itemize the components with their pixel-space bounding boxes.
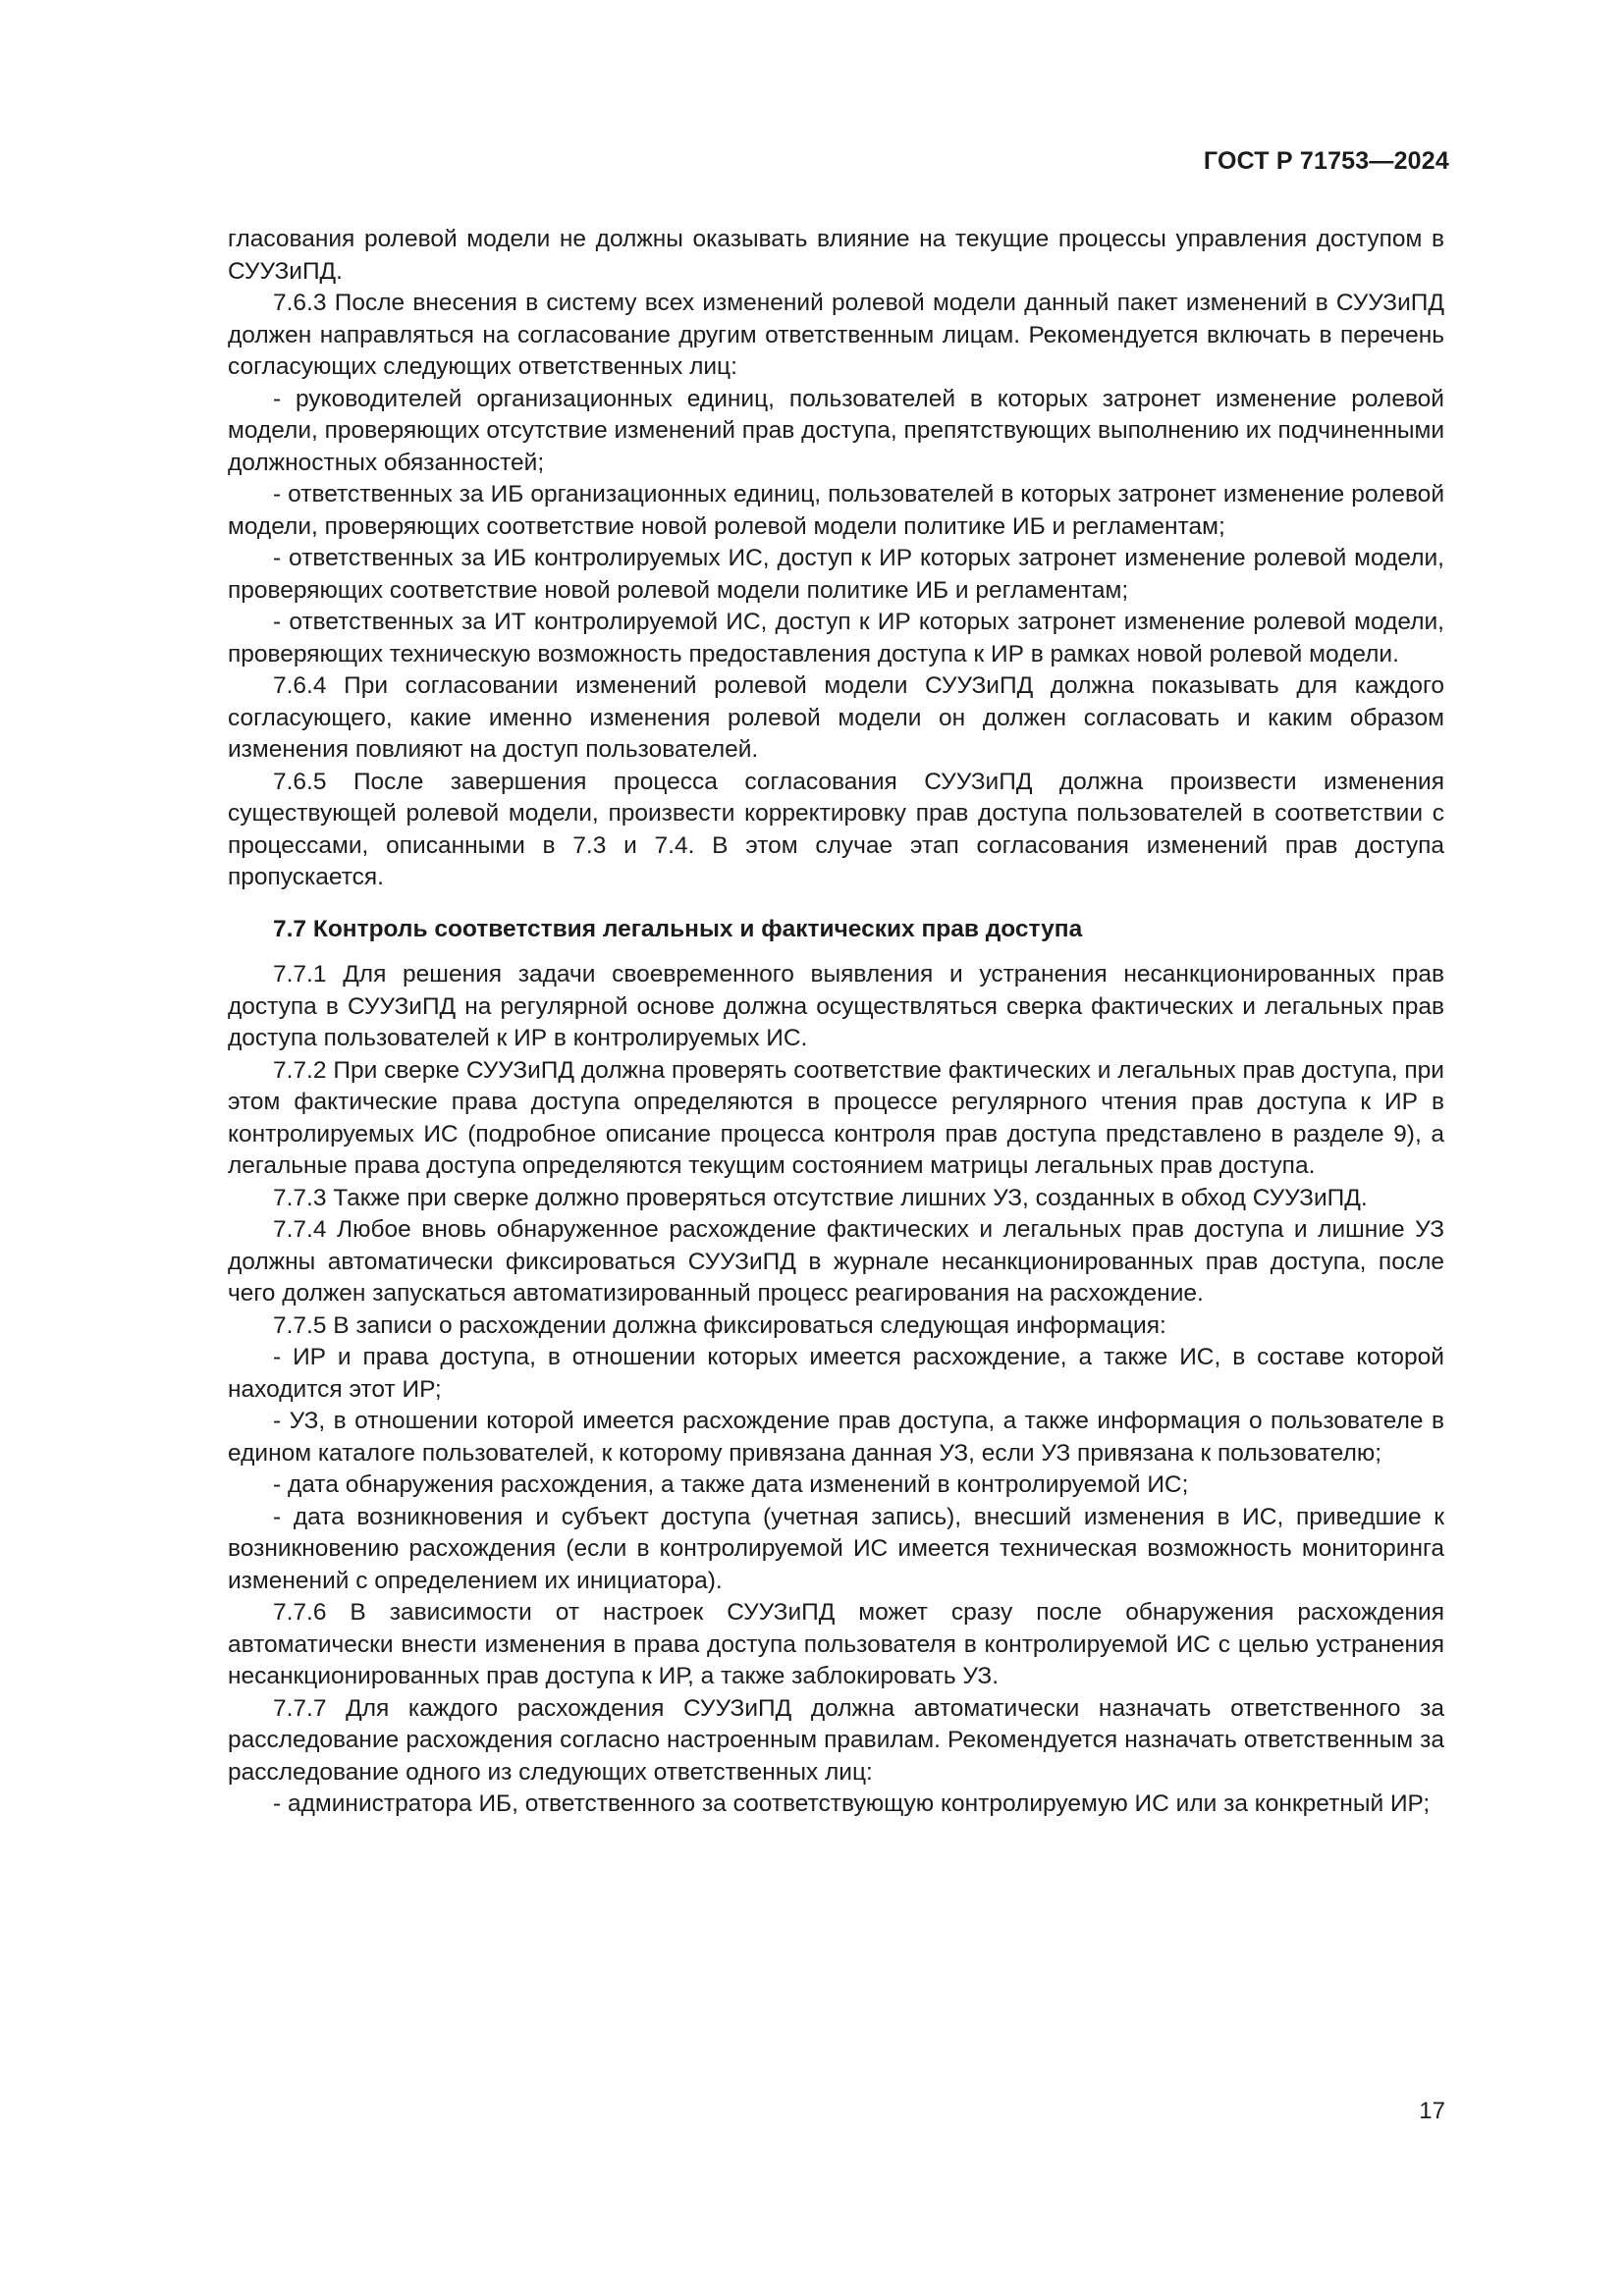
paragraph-7-7-3: 7.7.3 Также при сверке должно проверяться отсутствие лишних УЗ, созданных в обход СУУЗиПД. xyxy=(273,1184,1368,1211)
list-item: - руководителей организационных единиц, пользователей в которых затронет изменение ролевой модели, проверяющих отсутствие изменений прав доступа, препятствующих выполнению их подчиненными должностных обязанностей; xyxy=(228,385,1445,476)
paragraph-7-7-1: 7.7.1 Для решения задачи своевременного выявления и устранения несанкционированных прав доступа в СУУЗиПД на регулярной основе должна осуществляться сверка фактических и легальных прав доступа пользователей к ИР в контролируемых ИС. xyxy=(228,961,1444,1051)
standard-header: ГОСТ Р 71753—2024 xyxy=(1203,147,1449,175)
paragraph-7-7-6: 7.7.6 В зависимости от настроек СУУЗиПД может сразу после обнаружения расхождения автоматически внести изменения в права доступа пользователя в контролируемой ИС с целью устранения несанкционированных прав доступа к ИР, а также заблокировать УЗ. xyxy=(228,1599,1444,1689)
list-item: - дата обнаружения расхождения, а также дата изменений в контролируемой ИС; xyxy=(273,1471,1189,1498)
paragraph-continuation: гласования ролевой модели не должны оказывать влияние на текущие процессы управления доступом в СУУЗиПД. xyxy=(228,226,1444,285)
list-item: - УЗ, в отношении которой имеется расхождение прав доступа, а также информация о пользователе в едином каталоге пользователей, к которому привязана данная УЗ, если УЗ привязана к пользователю; xyxy=(228,1408,1444,1467)
section-heading-7-7: 7.7 Контроль соответствия легальных и фактических прав доступа xyxy=(273,915,1083,942)
paragraph-7-6-5: 7.6.5 После завершения процесса согласования СУУЗиПД должна произвести изменения существующей ролевой модели, произвести корректировку прав доступа пользователей в соответствии с процессами, описанными в 7.3 и 7.4. В этом случае этап согласования изменений прав доступа пропускается. xyxy=(228,768,1444,890)
paragraph-7-7-5: 7.7.5 В записи о расхождении должна фиксироваться следующая информация: xyxy=(273,1311,1166,1339)
paragraph-7-6-4: 7.6.4 При согласовании изменений ролевой модели СУУЗиПД должна показывать для каждого согласующего, какие именно изменения ролевой модели он должен согласовать и каким образом изменения повлияют на доступ пользователей. xyxy=(228,672,1444,763)
list-item: - ИР и права доступа, в отношении которых имеется расхождение, а также ИС, в составе которой находится этот ИР; xyxy=(228,1344,1444,1403)
list-item: - дата возникновения и субъект доступа (учетная запись), внесший изменения в ИС, приведшие к возникновению расхождения (если в контролируемой ИС имеется техническая возможность мониторинга изменений с определением их инициатора). xyxy=(228,1503,1444,1594)
document-body xyxy=(228,224,1444,1821)
paragraph-7-7-2: 7.7.2 При сверке СУУЗиПД должна проверять соответствие фактических и легальных прав доступа, при этом фактические права доступа определяются в процессе регулярного чтения прав доступа к ИР в контролируемых ИС (подробное описание процесса контроля прав доступа представлено в разделе 9), а легальные права доступа определяются текущим состоянием матрицы легальных прав доступа. xyxy=(228,1056,1444,1179)
list-item: - ответственных за ИБ организационных единиц, пользователей в которых затронет изменение ролевой модели, проверяющих соответствие новой ролевой модели политике ИБ и регламентам; xyxy=(228,481,1444,540)
list-item: - ответственных за ИТ контролируемой ИС, доступ к ИР которых затронет изменение ролевой модели, проверяющих техническую возможность предоставления доступа к ИР в рамках новой ролевой модели. xyxy=(228,609,1444,667)
list-item: - ответственных за ИБ контролируемых ИС, доступ к ИР которых затронет изменение ролевой модели, проверяющих соответствие новой ролевой модели политике ИБ и регламентам; xyxy=(228,545,1444,604)
page-number: 17 xyxy=(1419,2098,1445,2124)
list-item: - администратора ИБ, ответственного за соответствующую контролируемую ИС или за конкретный ИР; xyxy=(273,1790,1431,1817)
paragraph-7-7-7: 7.7.7 Для каждого расхождения СУУЗиПД должна автоматически назначать ответственного за расследование расхождения согласно настроенным правилам. Рекомендуется назначать ответственным за расследование одного из следующих ответственных лиц: xyxy=(228,1694,1444,1786)
paragraph-7-6-3: 7.6.3 После внесения в систему всех изменений ролевой модели данный пакет изменений в СУУЗиПД должен направляться на согласование другим ответственным лицам. Рекомендуется включать в перечень согласующих следующих ответственных лиц: xyxy=(228,290,1444,380)
paragraph-7-7-4: 7.7.4 Любое вновь обнаруженное расхождение фактических и легальных прав доступа и лишние УЗ должны автоматически фиксироваться СУУЗиПД в журнале несанкционированных прав доступа, после чего должен запускаться автоматизированный процесс реагирования на расхождение. xyxy=(228,1216,1444,1307)
